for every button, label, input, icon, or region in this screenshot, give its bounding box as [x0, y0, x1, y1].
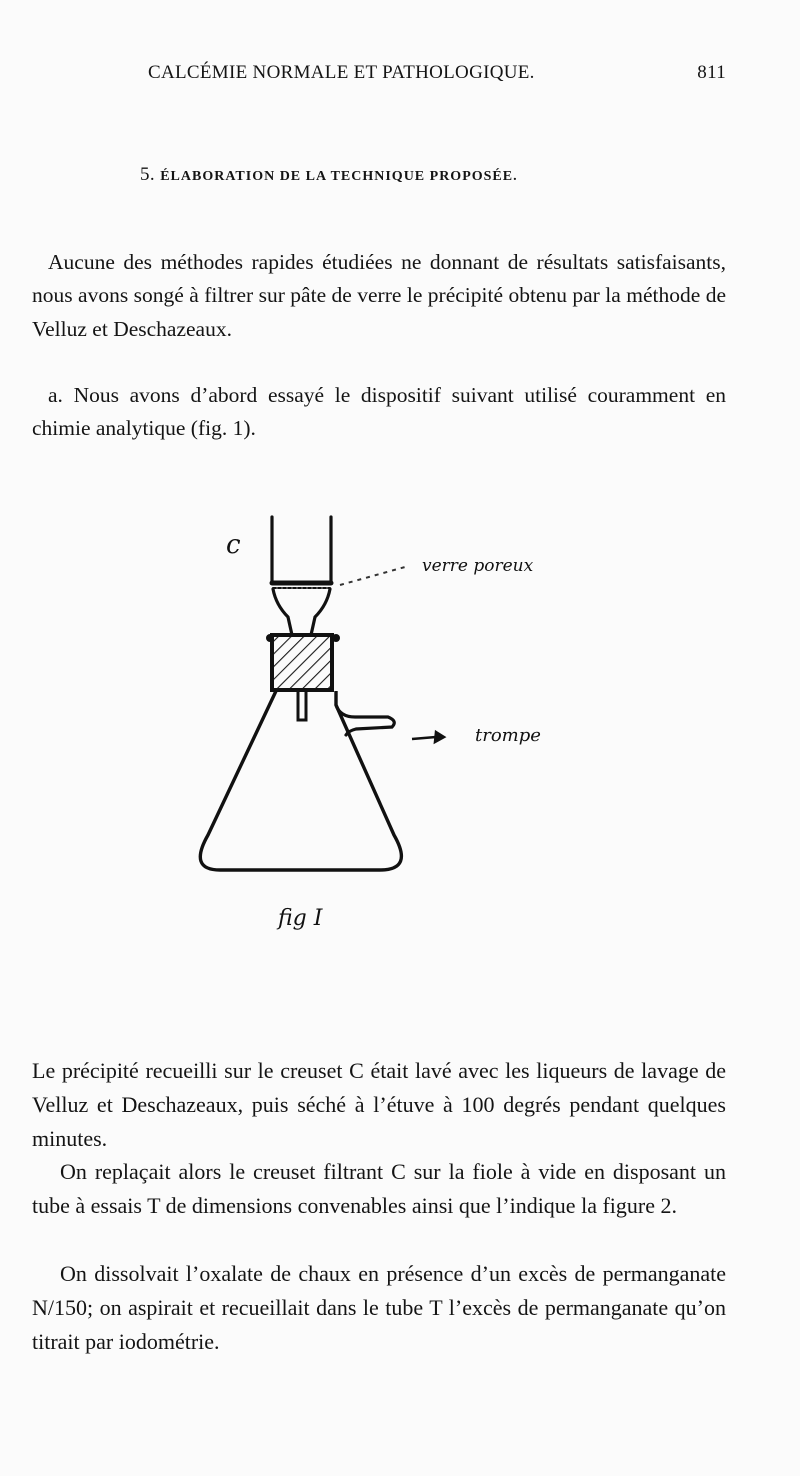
running-head	[148, 62, 728, 90]
paragraph-washing: Le précipité recueilli sur le creuset C était lavé avec les liqueurs de lavage de Velluz et Deschazeaux, puis séché à l’étuve à 100 degrés pendant quelques minutes.	[32, 1058, 726, 1151]
paragraph-dissolving: On dissolvait l’oxalate de chaux en présence d’un excès de permanganate N/150; on aspirait et recueillait dans le tube T l’excès de permanganate qu’on titrait par iodométrie.	[32, 1261, 726, 1354]
stopper	[266, 634, 340, 690]
crucible-c	[272, 517, 331, 635]
section-number: 5.	[140, 164, 156, 185]
figure-caption: fig I	[278, 906, 323, 931]
label-c: c	[226, 530, 241, 560]
leader-verre	[340, 567, 405, 585]
side-arm	[336, 705, 394, 735]
paragraph-intro: Aucune des méthodes rapides étudiées ne donnant de résultats satisfaisants, nous avons songé à filtrer sur pâte de verre le précipité obtenu par la méthode de Velluz et Deschazeaux.	[32, 249, 726, 341]
page-number: 811	[697, 62, 726, 83]
label-trompe: trompe	[475, 725, 541, 746]
section-title: ÉLABORATION DE LA TECHNIQUE PROPOSÉE.	[160, 169, 518, 184]
paragraph-replacing: On replaçait alors le creuset filtrant C sur la fiole à vide en disposant un tube à essais T de dimensions convenables ainsi que l’indique la figure 2.	[32, 1159, 726, 1218]
funnel-stem	[298, 690, 306, 720]
paragraph-a: a. Nous avons d’abord essayé le dispositif suivant utilisé couramment en chimie analytique (fig. 1).	[32, 382, 726, 440]
figure-1-apparatus	[180, 505, 580, 945]
label-verre-poreux: verre poreux	[422, 556, 534, 576]
running-title: CALCÉMIE NORMALE ET PATHOLOGIQUE.	[148, 62, 535, 83]
arrow-icon	[412, 732, 444, 742]
section-heading	[140, 164, 660, 186]
